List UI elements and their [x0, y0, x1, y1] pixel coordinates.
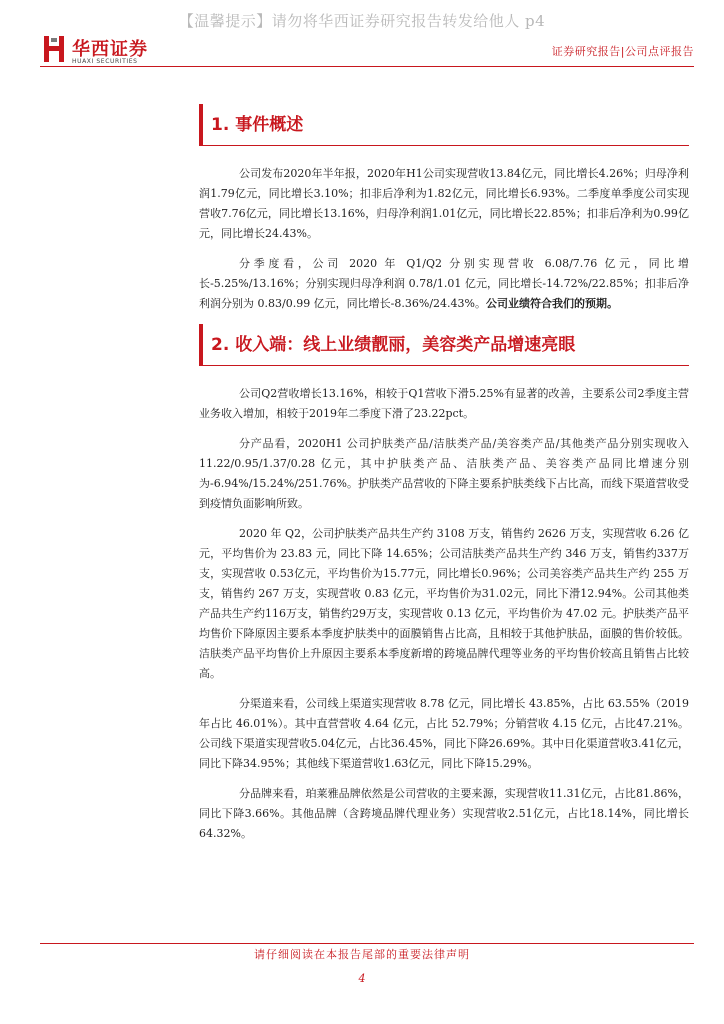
paragraph: 分产品看，2020H1 公司护肤类产品/洁肤类产品/美容类产品/其他类产品分别实现收入 11.22/0.95/1.37/0.28 亿元，其中护肤类产品、洁肤类产品、美容类产品同比增速分别为-6.94%/15.24%/251.76%。护肤类产品营收的下降主要系护肤类线下占比高，而线下渠道营收受到疫情负面影响所致。	[199, 437, 689, 510]
section-heading-2	[199, 324, 689, 366]
paragraph: 分渠道来看，公司线上渠道实现营收 8.78 亿元，同比增长 43.85%，占比 63.55%（2019 年占比 46.01%）。其中直营营收 4.64 亿元，占比 52.79%；分销营收 4.15 亿元，占比47.21%。公司线下渠道实现营收5.04亿元，占比36.45%，同比下降26.69%。其中日化渠道营收3.41亿元，同比下降34.95%；其他线下渠道营收1.63亿元，同比下降15.29%。	[199, 697, 689, 770]
page-number: 4	[358, 972, 366, 985]
brand-logo	[42, 34, 192, 68]
header-divider	[40, 66, 694, 67]
section-title: 1. 事件概述	[203, 104, 689, 146]
report-type-label: 证券研究报告|公司点评报告	[551, 45, 694, 58]
paragraph: 公司Q2营收增长13.16%，相较于Q1营收下滑5.25%有显著的改善，主要系公司2季度主营业务收入增加，相较于2019年二季度下滑了23.22pct。	[199, 387, 689, 420]
footer-divider	[40, 943, 694, 944]
report-body	[199, 104, 689, 854]
paragraph: 分季度看，公司 2020 年 Q1/Q2 分别实现营收 6.08/7.76 亿元，同比增长-5.25%/13.16%；分别实现归母净利润 0.78/1.01 亿元，同比增长-14.72%/22.85%；扣非后净利润分别为 0.83/0.99 亿元，同比增长-8.36%/24.43%。公司业绩符合我们的预期。	[199, 257, 689, 310]
paragraph: 2020 年 Q2，公司护肤类产品共生产约 3108 万支，销售约 2626 万支，实现营收 6.26 亿元，平均售价为 23.83 元，同比下降 14.65%；公司洁肤类产品共生产约 346 万支，销售约337万支，实现营收 0.53亿元，平均售价为15.77元，同比增长0.96%；公司美容类产品共生产约 255 万支，销售约 267 万支，实现营收 0.83 亿元，平均售价为31.02元，同比下滑12.94%。公司其他类产品共生产约116万支，销售约29万支，实现营收 0.13 亿元，平均售价为 47.02 元。护肤类产品平均售价下降原因主要系本季度护肤类中的面膜销售占比高，且相较于其他护肤品，面膜的售价较低。洁肤类产品平均售价上升原因主要系本季度新增的跨境品牌代理等业务的平均售价较高且销售占比较高。	[199, 527, 689, 680]
huaxi-logo-icon	[42, 34, 66, 64]
brand-name-en: HUAXI SECURITIES	[72, 58, 138, 65]
paragraph-conclusion: 公司业绩符合我们的预期。	[486, 297, 618, 310]
paragraph: 分品牌来看，珀莱雅品牌依然是公司营收的主要来源，实现营收11.31亿元，占比81.86%，同比下降3.66%。其他品牌（含跨境品牌代理业务）实现营收2.51亿元，占比18.14%，同比增长64.32%。	[199, 787, 689, 840]
legal-disclaimer: 请仔细阅读在本报告尾部的重要法律声明	[254, 948, 470, 961]
brand-name-cn: 华西证券	[72, 39, 148, 60]
section-heading-1	[199, 104, 689, 146]
watermark-notice: 【温馨提示】请勿将华西证券研究报告转发给他人 p4	[178, 12, 546, 30]
section-title: 2. 收入端：线上业绩靓丽，美容类产品增速亮眼	[203, 324, 689, 366]
paragraph: 公司发布2020年半年报，2020年H1公司实现营收13.84亿元，同比增长4.26%；归母净利润1.79亿元，同比增长3.10%；扣非后净利为1.82亿元，同比增长6.93%。二季度单季度公司实现营收7.76亿元，同比增长13.16%，归母净利润1.01亿元，同比增长22.85%；扣非后净利为0.99亿元，同比增长24.43%。	[199, 167, 689, 240]
